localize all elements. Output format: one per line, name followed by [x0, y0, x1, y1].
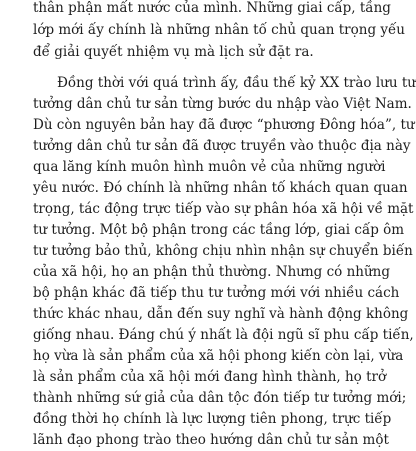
text-line: trọng, tác động trực tiếp vào sự phân hóa xã hội về mặt — [33, 201, 414, 217]
text-line: giống nhau. Đáng chú ý nhất là đội ngũ sĩ phu cấp tiến, — [33, 327, 414, 343]
text-line: của xã hội, họ an phận thủ thường. Nhưng có những — [33, 264, 390, 280]
text-line: lãnh đạo phong trào theo hướng dân chủ tư sản một — [33, 432, 389, 448]
text-line: thức khác nhau, dẫn đến suy nghĩ và hành động không — [33, 306, 409, 322]
text-line: để giải quyết nhiệm vụ mà lịch sử đặt ra. — [33, 44, 314, 60]
text-line: lớp mới ấy chính là những nhân tố chủ quan trọng yếu — [33, 22, 406, 38]
text-line: Dù còn nguyên bản hay đã được “phương Đông hóa”, tư — [33, 117, 415, 133]
text-line: yêu nước. Đó chính là những nhân tố khách quan quan — [33, 180, 408, 196]
text-line: là sản phẩm của xã hội mới đang hình thành, họ trở — [33, 369, 387, 385]
text-line: Đồng thời với quá trình ấy, đầu thế kỷ XX trào lưu tư — [57, 75, 416, 91]
text-line: đồng thời họ chính là lực lượng tiên phong, trực tiếp — [33, 411, 392, 427]
text-line: bộ phận khác đã tiếp thu tư tưởng mới với nhiều cách — [33, 285, 400, 301]
text-line: thân phận mất nước của mình. Những giai cấp, tầng — [33, 0, 391, 16]
text-line: tưởng dân chủ tư sản từng bước du nhập vào Việt Nam. — [33, 96, 412, 112]
text-line: tư tưởng bảo thủ, không chịu nhìn nhận sự chuyển biến — [33, 243, 413, 259]
text-line: tưởng dân chủ tư sản đã được truyền vào thuộc địa này — [33, 138, 411, 154]
text-line: qua lăng kính muôn hình muôn vẻ của những người — [33, 159, 386, 175]
text-line: thành những sứ giả của dân tộc đón tiếp tư tưởng mới; — [33, 390, 407, 406]
text-line: họ vừa là sản phẩm của xã hội phong kiến còn lại, vừa — [33, 348, 404, 364]
text-line: tư tưởng. Một bộ phận trong các tầng lớp, giai cấp ôm — [33, 222, 405, 238]
